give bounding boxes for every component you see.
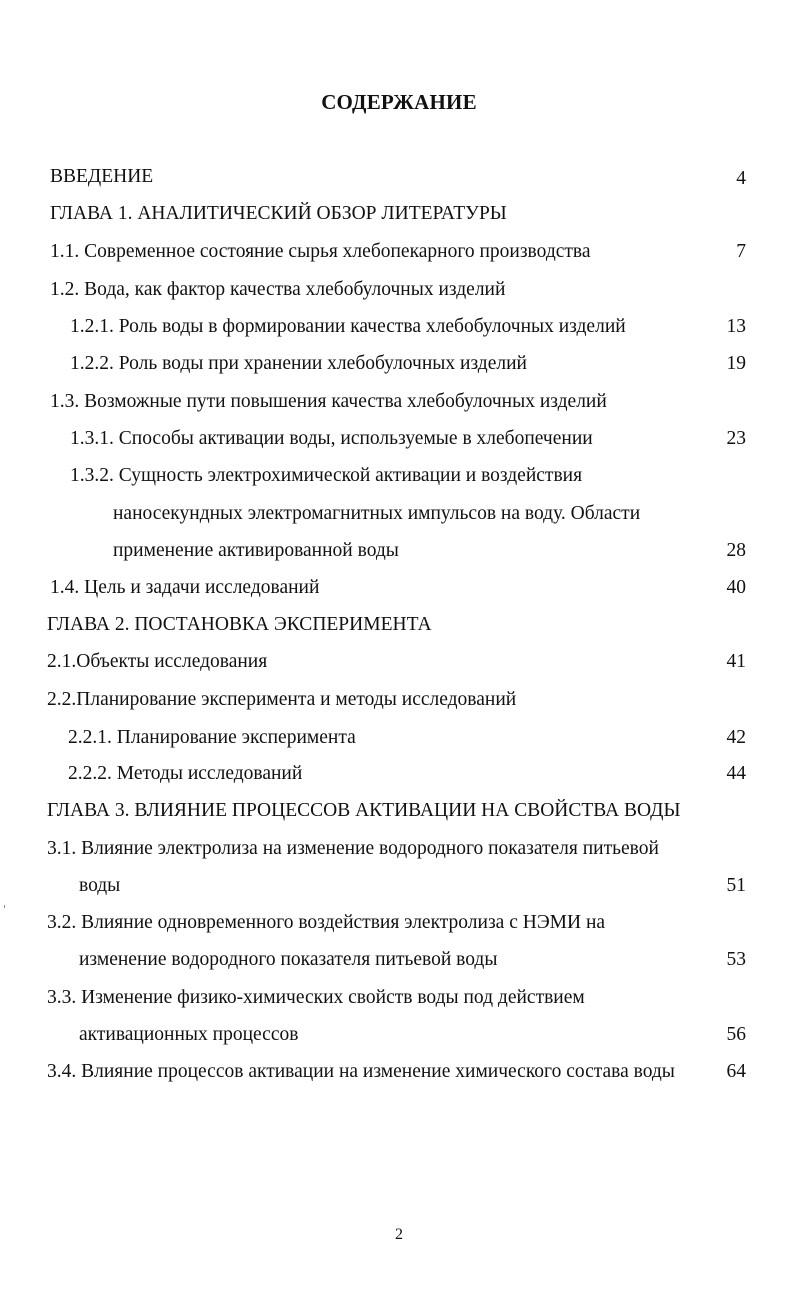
toc-page-number: 51 (726, 875, 746, 896)
toc-chapter-1: ГЛАВА 1. АНАЛИТИЧЕСКИЙ ОБЗОР ЛИТЕРАТУРЫ (50, 203, 507, 224)
toc-page-number: 44 (726, 763, 746, 784)
toc-entry: 3.4. Влияние процессов активации на изменение химического состава воды (47, 1061, 675, 1082)
toc-entry-continuation: изменение водородного показателя питьевой воды (79, 949, 498, 970)
toc-page-number: 28 (726, 540, 746, 561)
toc-page-number: 64 (726, 1061, 746, 1082)
toc-subentry: 1.2.2. Роль воды при хранении хлебобулочных изделий (70, 353, 527, 374)
page-title: СОДЕРЖАНИЕ (321, 90, 477, 114)
toc-subentry: 1.2.1. Роль воды в формировании качества хлебобулочных изделий (70, 316, 626, 337)
toc-page-number: 19 (726, 353, 746, 374)
toc-entry: 3.1. Влияние электролиза на изменение водородного показателя питьевой (47, 838, 659, 859)
toc-entry: 3.2. Влияние одновременного воздействия электролиза с НЭМИ на (47, 912, 606, 933)
toc-entry-continuation: воды (79, 875, 121, 896)
toc-entry: 1.1. Современное состояние сырья хлебопекарного производства (50, 241, 591, 262)
toc-entry: 1.3. Возможные пути повышения качества хлебобулочных изделий (50, 391, 607, 412)
toc-page-number: 13 (726, 316, 746, 337)
toc-page-number: 41 (726, 651, 746, 672)
toc-chapter-2: ГЛАВА 2. ПОСТАНОВКА ЭКСПЕРИМЕНТА (47, 614, 432, 635)
toc-page-number: 7 (736, 241, 746, 262)
toc-page-number: 56 (726, 1024, 746, 1045)
toc-subentry: 2.2.1. Планирование эксперимента (68, 727, 356, 748)
toc-entry-continuation: активационных процессов (79, 1024, 299, 1045)
toc-subentry-continuation: наносекундных электромагнитных импульсов на воду. Области (113, 503, 641, 524)
toc-page-number: 4 (736, 168, 746, 189)
toc-entry: 1.2. Вода, как фактор качества хлебобулочных изделий (50, 279, 506, 300)
toc-page-number: 23 (726, 428, 746, 449)
toc-subentry-continuation: применение активированной воды (113, 540, 399, 561)
toc-entry: 2.1.Объекты исследования (47, 651, 268, 672)
toc-page-number: 40 (726, 577, 746, 598)
scan-speck (4, 905, 5, 908)
toc-subentry: 2.2.2. Методы исследований (68, 763, 303, 784)
toc-page-number: 42 (726, 727, 746, 748)
toc-entry: 3.3. Изменение физико-химических свойств воды под действием (47, 987, 585, 1008)
toc-entry: 2.2.Планирование эксперимента и методы исследований (47, 689, 517, 710)
toc-entry-introduction: ВВЕДЕНИЕ (50, 166, 154, 187)
toc-chapter-3: ГЛАВА 3. ВЛИЯНИЕ ПРОЦЕССОВ АКТИВАЦИИ НА СВОЙСТВА ВОДЫ (47, 800, 681, 821)
toc-subentry: 1.3.1. Способы активации воды, используемые в хлебопечении (70, 428, 593, 449)
page-number-footer: 2 (395, 1226, 403, 1243)
toc-subentry: 1.3.2. Сущность электрохимической активации и воздействия (70, 465, 583, 486)
toc-entry: 1.4. Цель и задачи исследований (50, 577, 320, 598)
toc-page-number: 53 (726, 949, 746, 970)
